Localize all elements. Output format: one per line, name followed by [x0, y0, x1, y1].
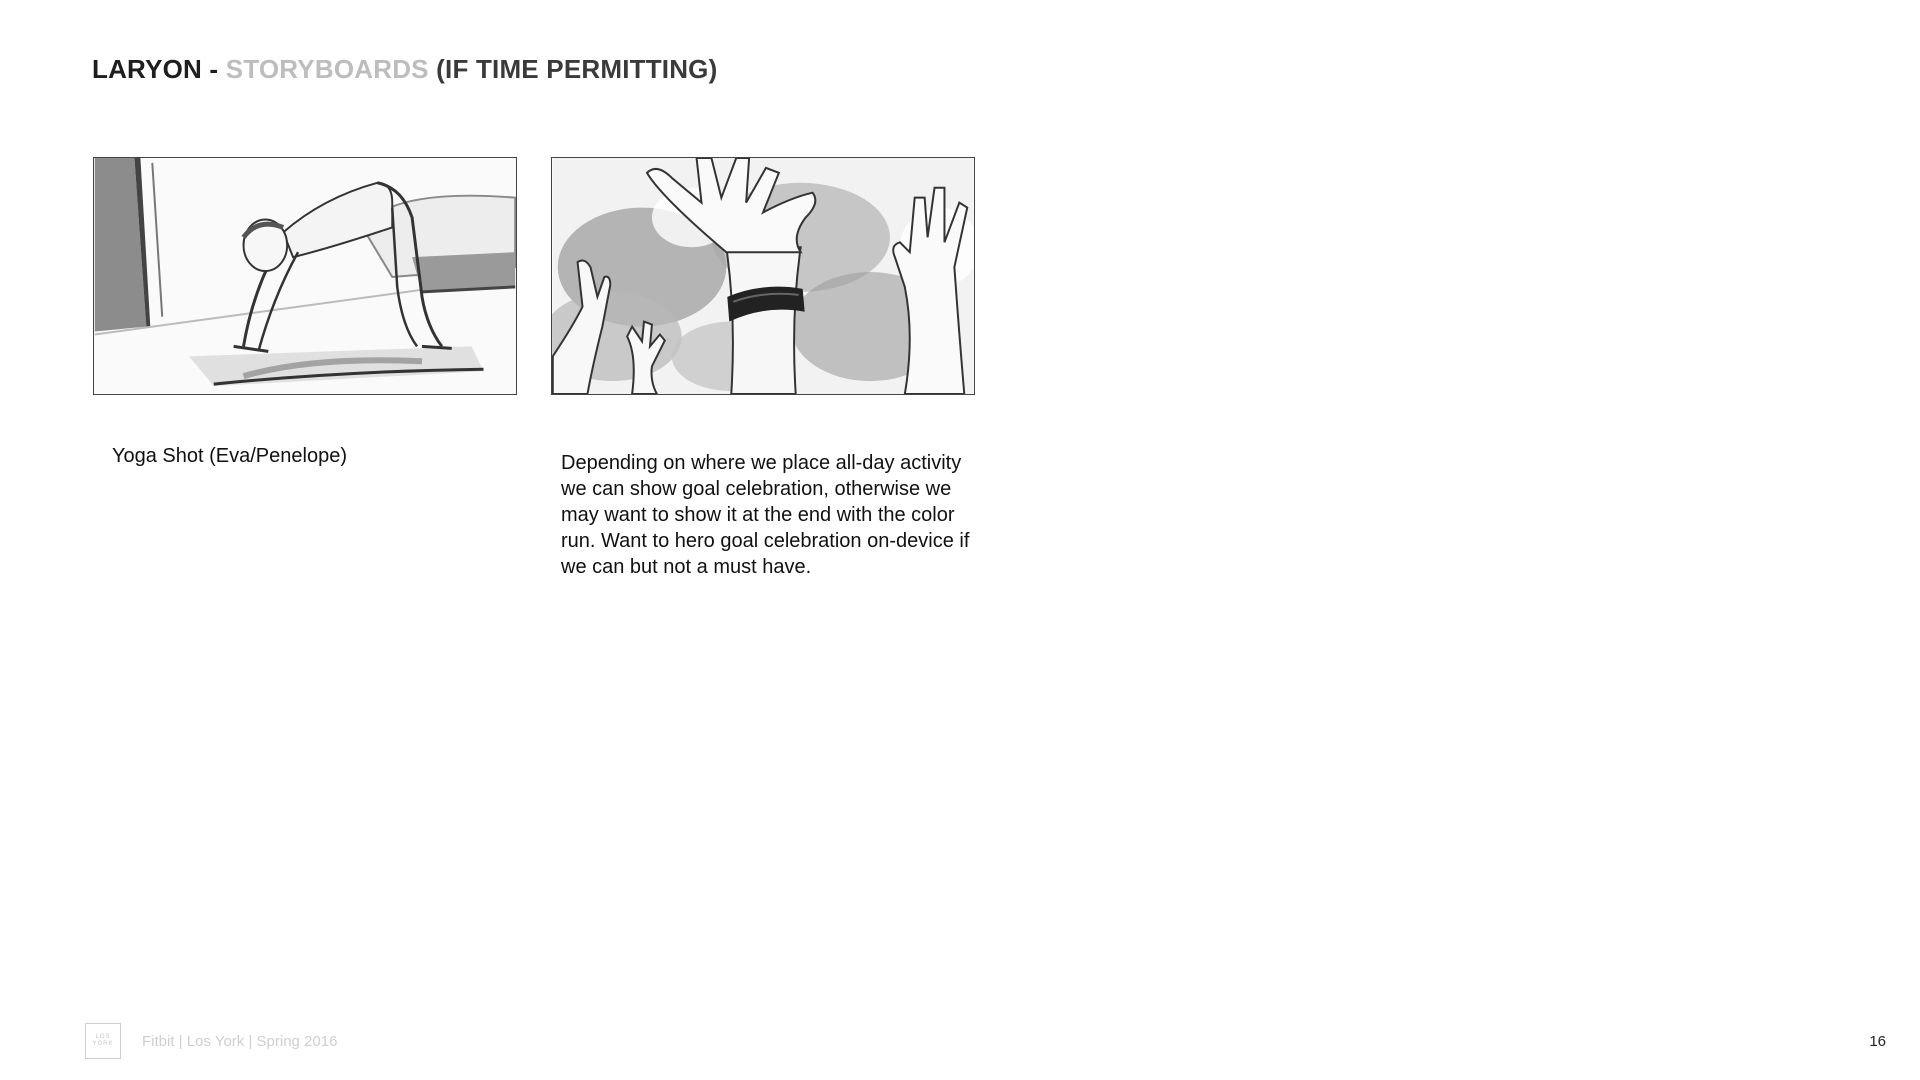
- page-number: 16: [1869, 1033, 1886, 1050]
- title-section: STORYBOARDS: [225, 54, 429, 84]
- caption-celebration: Depending on where we place all-day activity we can show goal celebration, otherwise we may want to show it at the end with the color run. Want to hero goal celebration on-device if we can but not a must have.: [561, 452, 970, 578]
- page-title: [92, 54, 717, 85]
- storyboard-frame-celebration: [551, 157, 975, 395]
- storyboard-frame-yoga: [93, 157, 517, 395]
- logo-line-1: LOS: [95, 1034, 111, 1040]
- los-york-logo: [85, 1023, 121, 1059]
- logo-line-2: YORK: [92, 1041, 114, 1047]
- caption-yoga: Yoga Shot (Eva/Penelope): [112, 445, 347, 467]
- goal-celebration-sketch-image: [552, 158, 974, 394]
- title-note: (IF TIME PERMITTING): [428, 54, 718, 84]
- title-project: LARYON -: [92, 54, 226, 84]
- yoga-sketch-image: [94, 158, 516, 394]
- footer-text: Fitbit | Los York | Spring 2016: [142, 1033, 338, 1050]
